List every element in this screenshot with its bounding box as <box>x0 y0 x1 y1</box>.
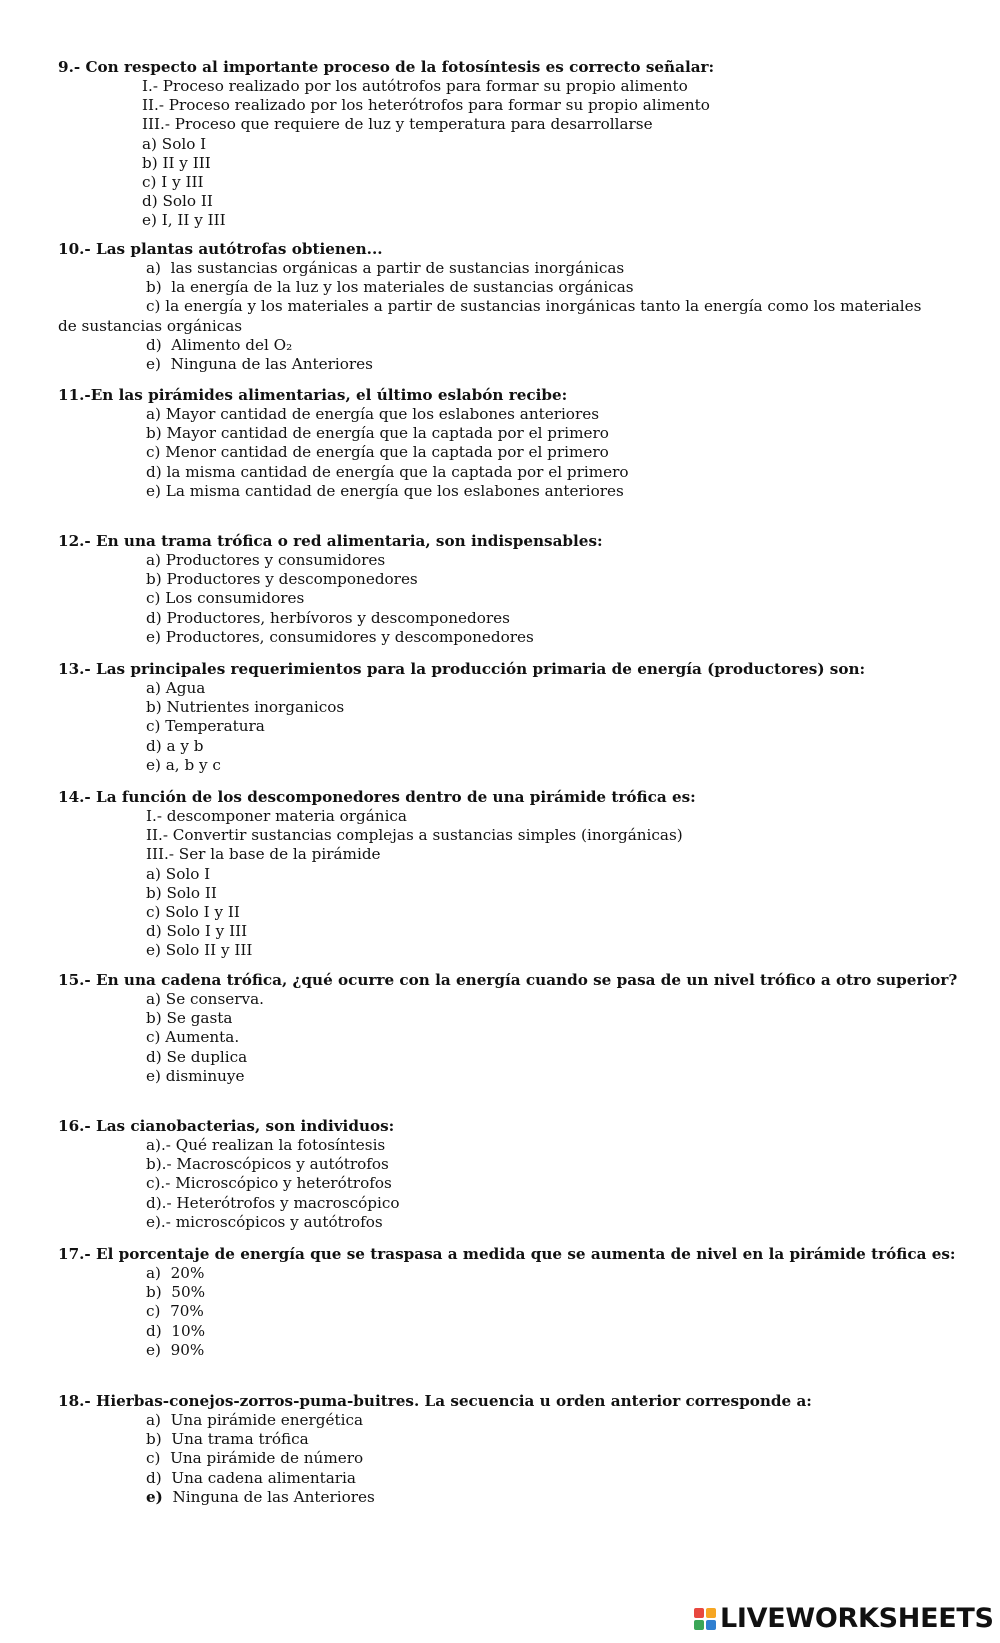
answer-option[interactable]: c) Aumenta. <box>146 1028 240 1047</box>
question-block <box>58 1392 958 1507</box>
option-marker: e) <box>146 1487 163 1506</box>
answer-option[interactable]: e) 90% <box>146 1340 205 1359</box>
liveworksheets-logo <box>694 1603 994 1634</box>
question-block <box>58 240 958 374</box>
question-statement: II.- Convertir sustancias complejas a sustancias simples (inorgánicas) <box>146 826 683 845</box>
question-statement: I.- descomponer materia orgánica <box>146 807 407 825</box>
answer-option[interactable]: d) la misma cantidad de energía que la captada por el primero <box>146 462 629 481</box>
answer-option[interactable]: a) Solo I <box>142 134 207 153</box>
answer-option[interactable]: d).- Heterótrofos y macroscópico <box>146 1193 400 1212</box>
question-statement: I.- Proceso realizado por los autótrofos para formar su propio alimento <box>142 77 688 95</box>
answer-option[interactable]: c) I y III <box>142 173 204 192</box>
answer-option[interactable]: d) Productores, herbívoros y descomponedores <box>146 608 510 627</box>
answer-option[interactable]: c) Solo I y II <box>146 903 240 922</box>
answer-option[interactable]: b) Una trama trófica <box>146 1430 309 1449</box>
answer-option[interactable]: c) 70% <box>146 1302 204 1321</box>
answer-option[interactable]: e) Ninguna de las Anteriores <box>146 355 373 374</box>
answer-option[interactable]: b).- Macroscópicos y autótrofos <box>146 1155 389 1174</box>
question-title: 10.- Las plantas autótrofas obtienen... <box>58 240 383 258</box>
answer-option[interactable]: b) Se gasta <box>146 1009 233 1028</box>
answer-option[interactable]: a).- Qué realizan la fotosíntesis <box>146 1136 386 1154</box>
answer-option[interactable]: c) Temperatura <box>146 717 265 736</box>
question-block <box>58 971 958 1086</box>
logo-square-3 <box>694 1620 704 1630</box>
answer-option[interactable]: d) Se duplica <box>146 1047 248 1066</box>
logo-mark-icon <box>694 1608 716 1630</box>
question-title: 15.- En una cadena trófica, ¿qué ocurre con la energía cuando se pasa de un nivel trófico a otro superior? <box>58 971 958 989</box>
question-title: 18.- Hierbas-conejos-zorros-puma-buitres. La secuencia u orden anterior corresponde a: <box>58 1392 812 1410</box>
question-statement: III.- Proceso que requiere de luz y temperatura para desarrollarse <box>142 115 653 134</box>
answer-option[interactable]: a) Productores y consumidores <box>146 551 386 569</box>
answer-option[interactable]: d) Solo II <box>142 192 213 211</box>
question-title: 17.- El porcentaje de energía que se traspasa a medida que se aumenta de nivel en la pirámide trófica es: <box>58 1245 956 1263</box>
answer-option[interactable]: e) disminuye <box>146 1066 245 1085</box>
question-block <box>58 660 958 775</box>
answer-option[interactable]: e).- microscópicos y autótrofos <box>146 1212 383 1231</box>
question-title: 16.- Las cianobacterias, son individuos: <box>58 1117 395 1135</box>
answer-option[interactable]: d) Una cadena alimentaria <box>146 1468 356 1487</box>
answer-option[interactable]: c) Los consumidores <box>146 589 305 608</box>
question-block <box>58 1245 958 1360</box>
answer-option[interactable]: b) Mayor cantidad de energía que la captada por el primero <box>146 424 609 443</box>
question-statement: III.- Ser la base de la pirámide <box>146 845 381 864</box>
logo-square-4 <box>706 1620 716 1630</box>
answer-option[interactable]: a) Se conserva. <box>146 990 264 1008</box>
answer-option[interactable]: a) Una pirámide energética <box>146 1411 364 1429</box>
answer-option[interactable]: a) Agua <box>146 679 206 697</box>
answer-option[interactable]: b) la energía de la luz y los materiales de sustancias orgánicas <box>146 278 634 297</box>
question-title: 14.- La función de los descomponedores dentro de una pirámide trófica es: <box>58 788 696 806</box>
question-block <box>58 386 958 501</box>
answer-option[interactable]: e) a, b y c <box>146 755 221 774</box>
question-statement: II.- Proceso realizado por los heterótrofos para formar su propio alimento <box>142 96 710 115</box>
logo-square-1 <box>694 1608 704 1618</box>
answer-option[interactable]: a) 20% <box>146 1264 205 1282</box>
question-block <box>58 1117 958 1232</box>
question-title: 13.- Las principales requerimientos para la producción primaria de energía (productores) son: <box>58 660 866 678</box>
question-title: 12.- En una trama trófica o red alimentaria, son indispensables: <box>58 532 603 550</box>
answer-option[interactable]: d) a y b <box>146 736 204 755</box>
question-title: 11.-En las pirámides alimentarias, el último eslabón recibe: <box>58 386 568 404</box>
question-title: 9.- Con respecto al importante proceso de la fotosíntesis es correcto señalar: <box>58 58 715 76</box>
answer-option[interactable]: e) Productores, consumidores y descomponedores <box>146 627 534 646</box>
answer-option[interactable]: d) 10% <box>146 1321 206 1340</box>
question-block <box>58 532 958 647</box>
answer-option[interactable]: c) Menor cantidad de energía que la captada por el primero <box>146 443 609 462</box>
logo-square-2 <box>706 1608 716 1618</box>
answer-option[interactable]: a) Mayor cantidad de energía que los eslabones anteriores <box>146 405 599 423</box>
question-block <box>58 58 958 231</box>
answer-option[interactable]: c).- Microscópico y heterótrofos <box>146 1174 392 1193</box>
answer-option[interactable]: a) Solo I <box>146 864 211 883</box>
answer-option[interactable]: e) Solo II y III <box>146 941 253 960</box>
answer-option[interactable]: c) la energía y los materiales a partir de sustancias inorgánicas tanto la energía como los materiales de sustancias orgánicas <box>58 297 922 335</box>
answer-option[interactable]: b) Productores y descomponedores <box>146 570 418 589</box>
answer-option[interactable]: e) La misma cantidad de energía que los eslabones anteriores <box>146 481 624 500</box>
answer-option[interactable]: c) Una pirámide de número <box>146 1449 364 1468</box>
answer-option[interactable]: e) I, II y III <box>142 211 226 230</box>
answer-option[interactable]: b) 50% <box>146 1283 206 1302</box>
answer-option[interactable]: d) Solo I y III <box>146 922 248 941</box>
logo-text: LIVEWORKSHEETS <box>720 1603 994 1634</box>
question-block <box>58 788 958 961</box>
answer-option[interactable]: a) las sustancias orgánicas a partir de sustancias inorgánicas <box>146 259 625 277</box>
answer-option[interactable]: b) Nutrientes inorganicos <box>146 698 345 717</box>
answer-option[interactable]: b) II y III <box>142 153 211 172</box>
answer-option[interactable]: d) Alimento del O₂ <box>146 335 293 354</box>
answer-option[interactable]: b) Solo II <box>146 883 217 902</box>
answer-option[interactable]: e) Ninguna de las Anteriores <box>146 1487 375 1506</box>
